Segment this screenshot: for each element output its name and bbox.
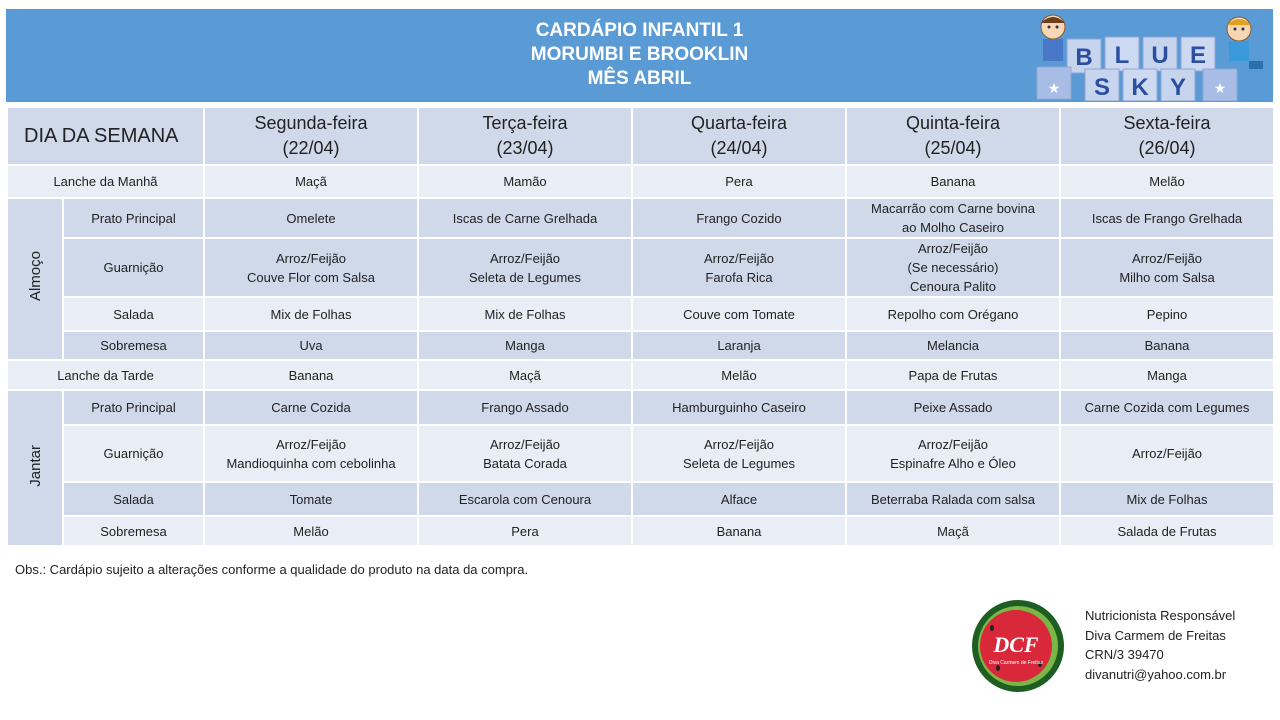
table-cell: Escarola com Cenoura <box>418 482 632 516</box>
svg-text:★: ★ <box>1047 80 1061 96</box>
logo-letter-l: L <box>1114 42 1130 69</box>
row-almoco-salada <box>7 297 1274 331</box>
row-label: Sobremesa <box>63 331 204 360</box>
table-cell: Banana <box>632 516 846 546</box>
row-label: Lanche da Tarde <box>7 360 204 390</box>
logo-letter-b: B <box>1075 44 1093 71</box>
table-cell: Frango Cozido <box>632 198 846 238</box>
table-cell: Arroz/Feijão Farofa Rica <box>632 238 846 297</box>
table-cell: Arroz/Feijão Couve Flor com Salsa <box>204 238 418 297</box>
table-cell: Arroz/Feijão Seleta de Legumes <box>418 238 632 297</box>
table-cell: Mamão <box>418 165 632 198</box>
table-cell: Hamburguinho Caseiro <box>632 390 846 425</box>
title-line-3: MÊS ABRIL <box>587 68 692 89</box>
table-cell: Manga <box>418 331 632 360</box>
row-lanche-manha <box>7 165 1274 198</box>
table-cell: Laranja <box>632 331 846 360</box>
logo-letter-u: U <box>1151 42 1169 69</box>
table-cell: Pera <box>418 516 632 546</box>
almoco-label: Almoço <box>7 198 63 360</box>
dia-da-semana-label: DIA DA SEMANA <box>7 107 204 165</box>
menu-header <box>6 9 1273 102</box>
row-jantar-salada <box>7 482 1274 516</box>
table-cell: Arroz/Feijão (Se necessário) Cenoura Palito <box>846 238 1060 297</box>
table-cell: Manga <box>1060 360 1274 390</box>
table-cell: Iscas de Carne Grelhada <box>418 198 632 238</box>
day-header-segunda: Segunda-feira (22/04) <box>204 107 418 165</box>
table-cell: Arroz/Feijão Espinafre Alho e Óleo <box>846 425 1060 482</box>
row-lanche-tarde <box>7 360 1274 390</box>
table-cell: Mix de Folhas <box>1060 482 1274 516</box>
menu-table <box>6 106 1275 547</box>
row-label: Prato Principal <box>63 198 204 238</box>
table-cell: Melancia <box>846 331 1060 360</box>
table-cell: Melão <box>632 360 846 390</box>
jantar-label: Jantar <box>7 390 63 546</box>
table-cell: Carne Cozida com Legumes <box>1060 390 1274 425</box>
table-cell: Carne Cozida <box>204 390 418 425</box>
logo-letter-s: S <box>1093 74 1111 101</box>
observation-note: Obs.: Cardápio sujeito a alterações conforme a qualidade do produto na data da compra. <box>15 562 529 577</box>
row-label: Salada <box>63 297 204 331</box>
row-label: Salada <box>63 482 204 516</box>
day-header-quinta: Quinta-feira (25/04) <box>846 107 1060 165</box>
dcf-sub-text: Diva Carmem de Freitas <box>988 660 1044 666</box>
row-jantar-guarnicao <box>7 425 1274 482</box>
title-line-2: MORUMBI E BROOKLIN <box>530 44 749 65</box>
table-cell: Papa de Frutas <box>846 360 1060 390</box>
table-cell: Maçã <box>846 516 1060 546</box>
table-cell: Tomate <box>204 482 418 516</box>
kid-right-icon <box>1227 17 1263 69</box>
table-cell: Peixe Assado <box>846 390 1060 425</box>
row-jantar-prato <box>7 390 1274 425</box>
table-cell: Arroz/Feijão Batata Corada <box>418 425 632 482</box>
table-cell: Couve com Tomate <box>632 297 846 331</box>
row-almoco-sobremesa <box>7 331 1274 360</box>
row-almoco-guarnicao <box>7 238 1274 297</box>
table-cell: Arroz/Feijão Mandioquinha com cebolinha <box>204 425 418 482</box>
dcf-watermelon-logo <box>962 598 1074 694</box>
row-almoco-prato <box>7 198 1274 238</box>
table-cell: Macarrão com Carne bovina ao Molho Caseiro <box>846 198 1060 238</box>
nutritionist-name: Diva Carmem de Freitas <box>1085 627 1226 643</box>
table-cell: Pepino <box>1060 297 1274 331</box>
table-cell: Iscas de Frango Grelhada <box>1060 198 1274 238</box>
row-label: Sobremesa <box>63 516 204 546</box>
title-line-1: CARDÁPIO INFANTIL 1 <box>535 20 744 41</box>
nutritionist-email: divanutri@yahoo.com.br <box>1085 666 1227 682</box>
table-cell: Pera <box>632 165 846 198</box>
kid-left-icon <box>1041 15 1065 61</box>
table-cell: Salada de Frutas <box>1060 516 1274 546</box>
table-cell: Maçã <box>204 165 418 198</box>
table-cell: Banana <box>846 165 1060 198</box>
header-row <box>7 107 1274 165</box>
row-label: Prato Principal <box>63 390 204 425</box>
row-jantar-sobremesa <box>7 516 1274 546</box>
nutritionist-crn: CRN/3 39470 <box>1085 647 1164 662</box>
logo-letter-y: Y <box>1169 74 1187 101</box>
day-header-quarta: Quarta-feira (24/04) <box>632 107 846 165</box>
row-label: Lanche da Manhã <box>7 165 204 198</box>
table-cell: Maçã <box>418 360 632 390</box>
dcf-mark-text: DCF <box>993 632 1039 657</box>
svg-text:★: ★ <box>1213 80 1227 96</box>
table-cell: Melão <box>204 516 418 546</box>
row-label: Guarnição <box>63 425 204 482</box>
table-cell: Beterraba Ralada com salsa <box>846 482 1060 516</box>
row-label: Guarnição <box>63 238 204 297</box>
day-header-sexta: Sexta-feira (26/04) <box>1060 107 1274 165</box>
table-cell: Uva <box>204 331 418 360</box>
table-cell: Mix de Folhas <box>204 297 418 331</box>
day-header-terca: Terça-feira (23/04) <box>418 107 632 165</box>
logo-letter-e: E <box>1189 42 1207 69</box>
table-cell: Banana <box>1060 331 1274 360</box>
logo-letter-k: K <box>1131 74 1149 101</box>
table-cell: Mix de Folhas <box>418 297 632 331</box>
table-cell: Repolho com Orégano <box>846 297 1060 331</box>
nutritionist-role: Nutricionista Responsável <box>1085 608 1236 623</box>
table-cell: Frango Assado <box>418 390 632 425</box>
table-cell: Arroz/Feijão Seleta de Legumes <box>632 425 846 482</box>
table-cell: Arroz/Feijão <box>1060 425 1274 482</box>
table-cell: Arroz/Feijão Milho com Salsa <box>1060 238 1274 297</box>
table-cell: Alface <box>632 482 846 516</box>
blue-sky-logo <box>1027 11 1267 101</box>
nutritionist-info <box>1085 606 1235 684</box>
table-cell: Melão <box>1060 165 1274 198</box>
table-cell: Banana <box>204 360 418 390</box>
table-cell: Omelete <box>204 198 418 238</box>
